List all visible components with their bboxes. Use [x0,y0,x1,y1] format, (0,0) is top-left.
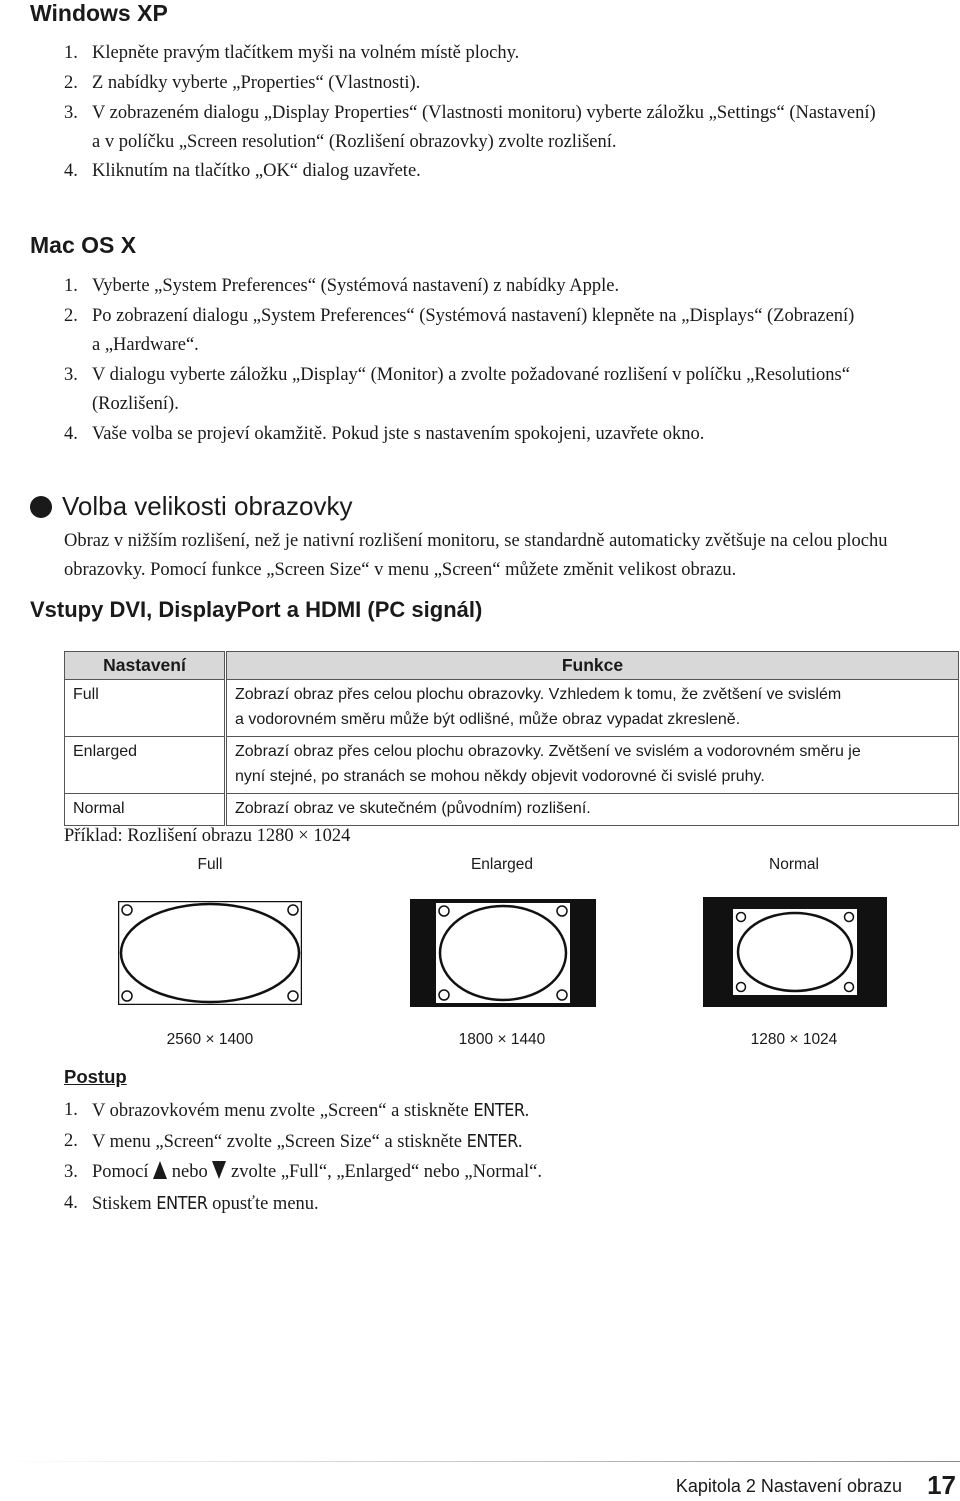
step-text-part: Pomocí [92,1162,154,1182]
settings-table [64,651,959,826]
step-number: 4. [64,424,78,444]
heading-postup: Postup [64,1066,127,1087]
table-row [65,737,959,794]
step-text: Vyberte „System Preferences“ (Systémová nastavení) z nabídky Apple. [92,276,620,296]
intro-line: Obraz v nižším rozlišení, než je nativní rozlišení monitoru, se standardně automaticky zvětšuje na celou plochu [64,531,888,551]
step-number: 4. [64,1193,78,1213]
down-arrow-icon [212,1161,226,1179]
cell-function [227,737,959,794]
table-header-setting: Nastavení [65,652,225,680]
figure-label-enlarged: Enlarged [470,856,534,873]
step-number: 4. [64,161,78,181]
step-text-part: Stiskem [92,1194,157,1214]
step-text-part: V obrazovkovém menu zvolte „Screen“ a stiskněte [92,1101,474,1121]
step-text-part: . [517,1132,523,1152]
step-text-part: nebo [167,1162,213,1182]
step-text [92,1096,529,1126]
table-row [65,794,959,826]
cell-setting: Full [65,680,225,737]
step-text-part: . [524,1101,530,1121]
step-text-part: zvolte „Full“, „Enlarged“ nebo „Normal“. [226,1162,542,1182]
footer-chapter: Kapitola 2 Nastavení obrazu [675,1476,902,1496]
step-text-part: V menu „Screen“ zvolte „Screen Size“ a stiskněte [92,1132,467,1152]
cell-setting: Normal [65,794,225,826]
figure-resolution-enlarged: 1800 × 1440 [458,1031,546,1048]
up-arrow-icon [153,1161,167,1179]
function-line: a vodorovném směru může být odlišné, může obraz vypadat zkresleně. [235,711,741,728]
function-line: Zobrazí obraz ve skutečném (původním) rozlišení. [235,800,591,817]
section-bullet-icon [30,496,52,518]
footer-rule [0,1461,960,1462]
step-text: Z nabídky vyberte „Properties“ (Vlastnosti). [92,73,421,93]
figure-resolution-normal: 1280 × 1024 [750,1031,838,1048]
step-text: V zobrazeném dialogu „Display Properties“ (Vlastnosti monitoru) vyberte záložku „Settings“ (Nastavení) [92,103,876,123]
figure-label-full: Full [197,856,223,873]
figure-resolution-full: 2560 × 1400 [166,1031,254,1048]
table-header-function: Funkce [227,652,959,680]
step-text: Vaše volba se projeví okamžitě. Pokud jste s nastavením spokojeni, uzavřete okno. [92,424,705,444]
step-text: a „Hardware“. [92,335,199,355]
page-number: 17 [927,1470,956,1500]
step-number: 2. [64,1131,78,1151]
figure-label-normal: Normal [769,856,819,873]
figure-normal-screen [703,897,887,1007]
step-text: Po zobrazení dialogu „System Preferences“ (Systémová nastavení) klepněte na „Displays“ (Zobrazení) [92,306,855,326]
heading-volba-velikosti: Volba velikosti obrazovky [62,491,353,521]
step-text: V dialogu vyberte záložku „Display“ (Monitor) a zvolte požadované rozlišení v políčku „Resolutions“ [92,365,850,385]
step-number: 3. [64,365,78,385]
step-text-part: opusťte menu. [207,1194,319,1214]
step-text: Kliknutím na tlačítko „OK“ dialog uzavřete. [92,161,421,181]
cell-function [227,794,959,826]
heading-windows-xp: Windows XP [30,0,168,26]
step-text [92,1189,319,1219]
heading-mac-os-x: Mac OS X [30,232,137,258]
cell-setting: Enlarged [65,737,225,794]
table-header-row [65,652,959,680]
cell-function [227,680,959,737]
function-line: nyní stejné, po stranách se mohou někdy objevit vodorovné či svislé pruhy. [235,768,765,785]
step-number: 2. [64,73,78,93]
step-number: 3. [64,103,78,123]
function-line: Zobrazí obraz přes celou plochu obrazovky. Vzhledem k tomu, že zvětšení ve svislém [235,686,842,703]
example-label: Příklad: Rozlišení obrazu 1280 × 1024 [64,826,351,846]
step-number: 1. [64,276,78,296]
step-text: Klepněte pravým tlačítkem myši na volném místě plochy. [92,43,520,63]
heading-vstupy: Vstupy DVI, DisplayPort a HDMI (PC signál) [30,597,483,622]
step-text: a v políčku „Screen resolution“ (Rozlišení obrazovky) zvolte rozlišení. [92,132,617,152]
table-row [65,680,959,737]
enter-key-label: ENTER [156,1193,208,1214]
step-number: 1. [64,43,78,63]
enter-key-label: ENTER [466,1131,518,1152]
figure-full-screen [118,901,302,1005]
step-text [92,1127,523,1157]
step-number: 2. [64,306,78,326]
step-number: 1. [64,1100,78,1120]
function-line: Zobrazí obraz přes celou plochu obrazovky. Zvětšení ve svislém a vodorovném směru je [235,743,861,760]
step-text: (Rozlišení). [92,394,179,414]
figure-enlarged-screen [410,899,596,1007]
step-number: 3. [64,1162,78,1182]
enter-key-label: ENTER [473,1100,525,1121]
intro-line: obrazovky. Pomocí funkce „Screen Size“ v menu „Screen“ můžete změnit velikost obrazu. [64,560,737,580]
step-text [92,1158,542,1187]
